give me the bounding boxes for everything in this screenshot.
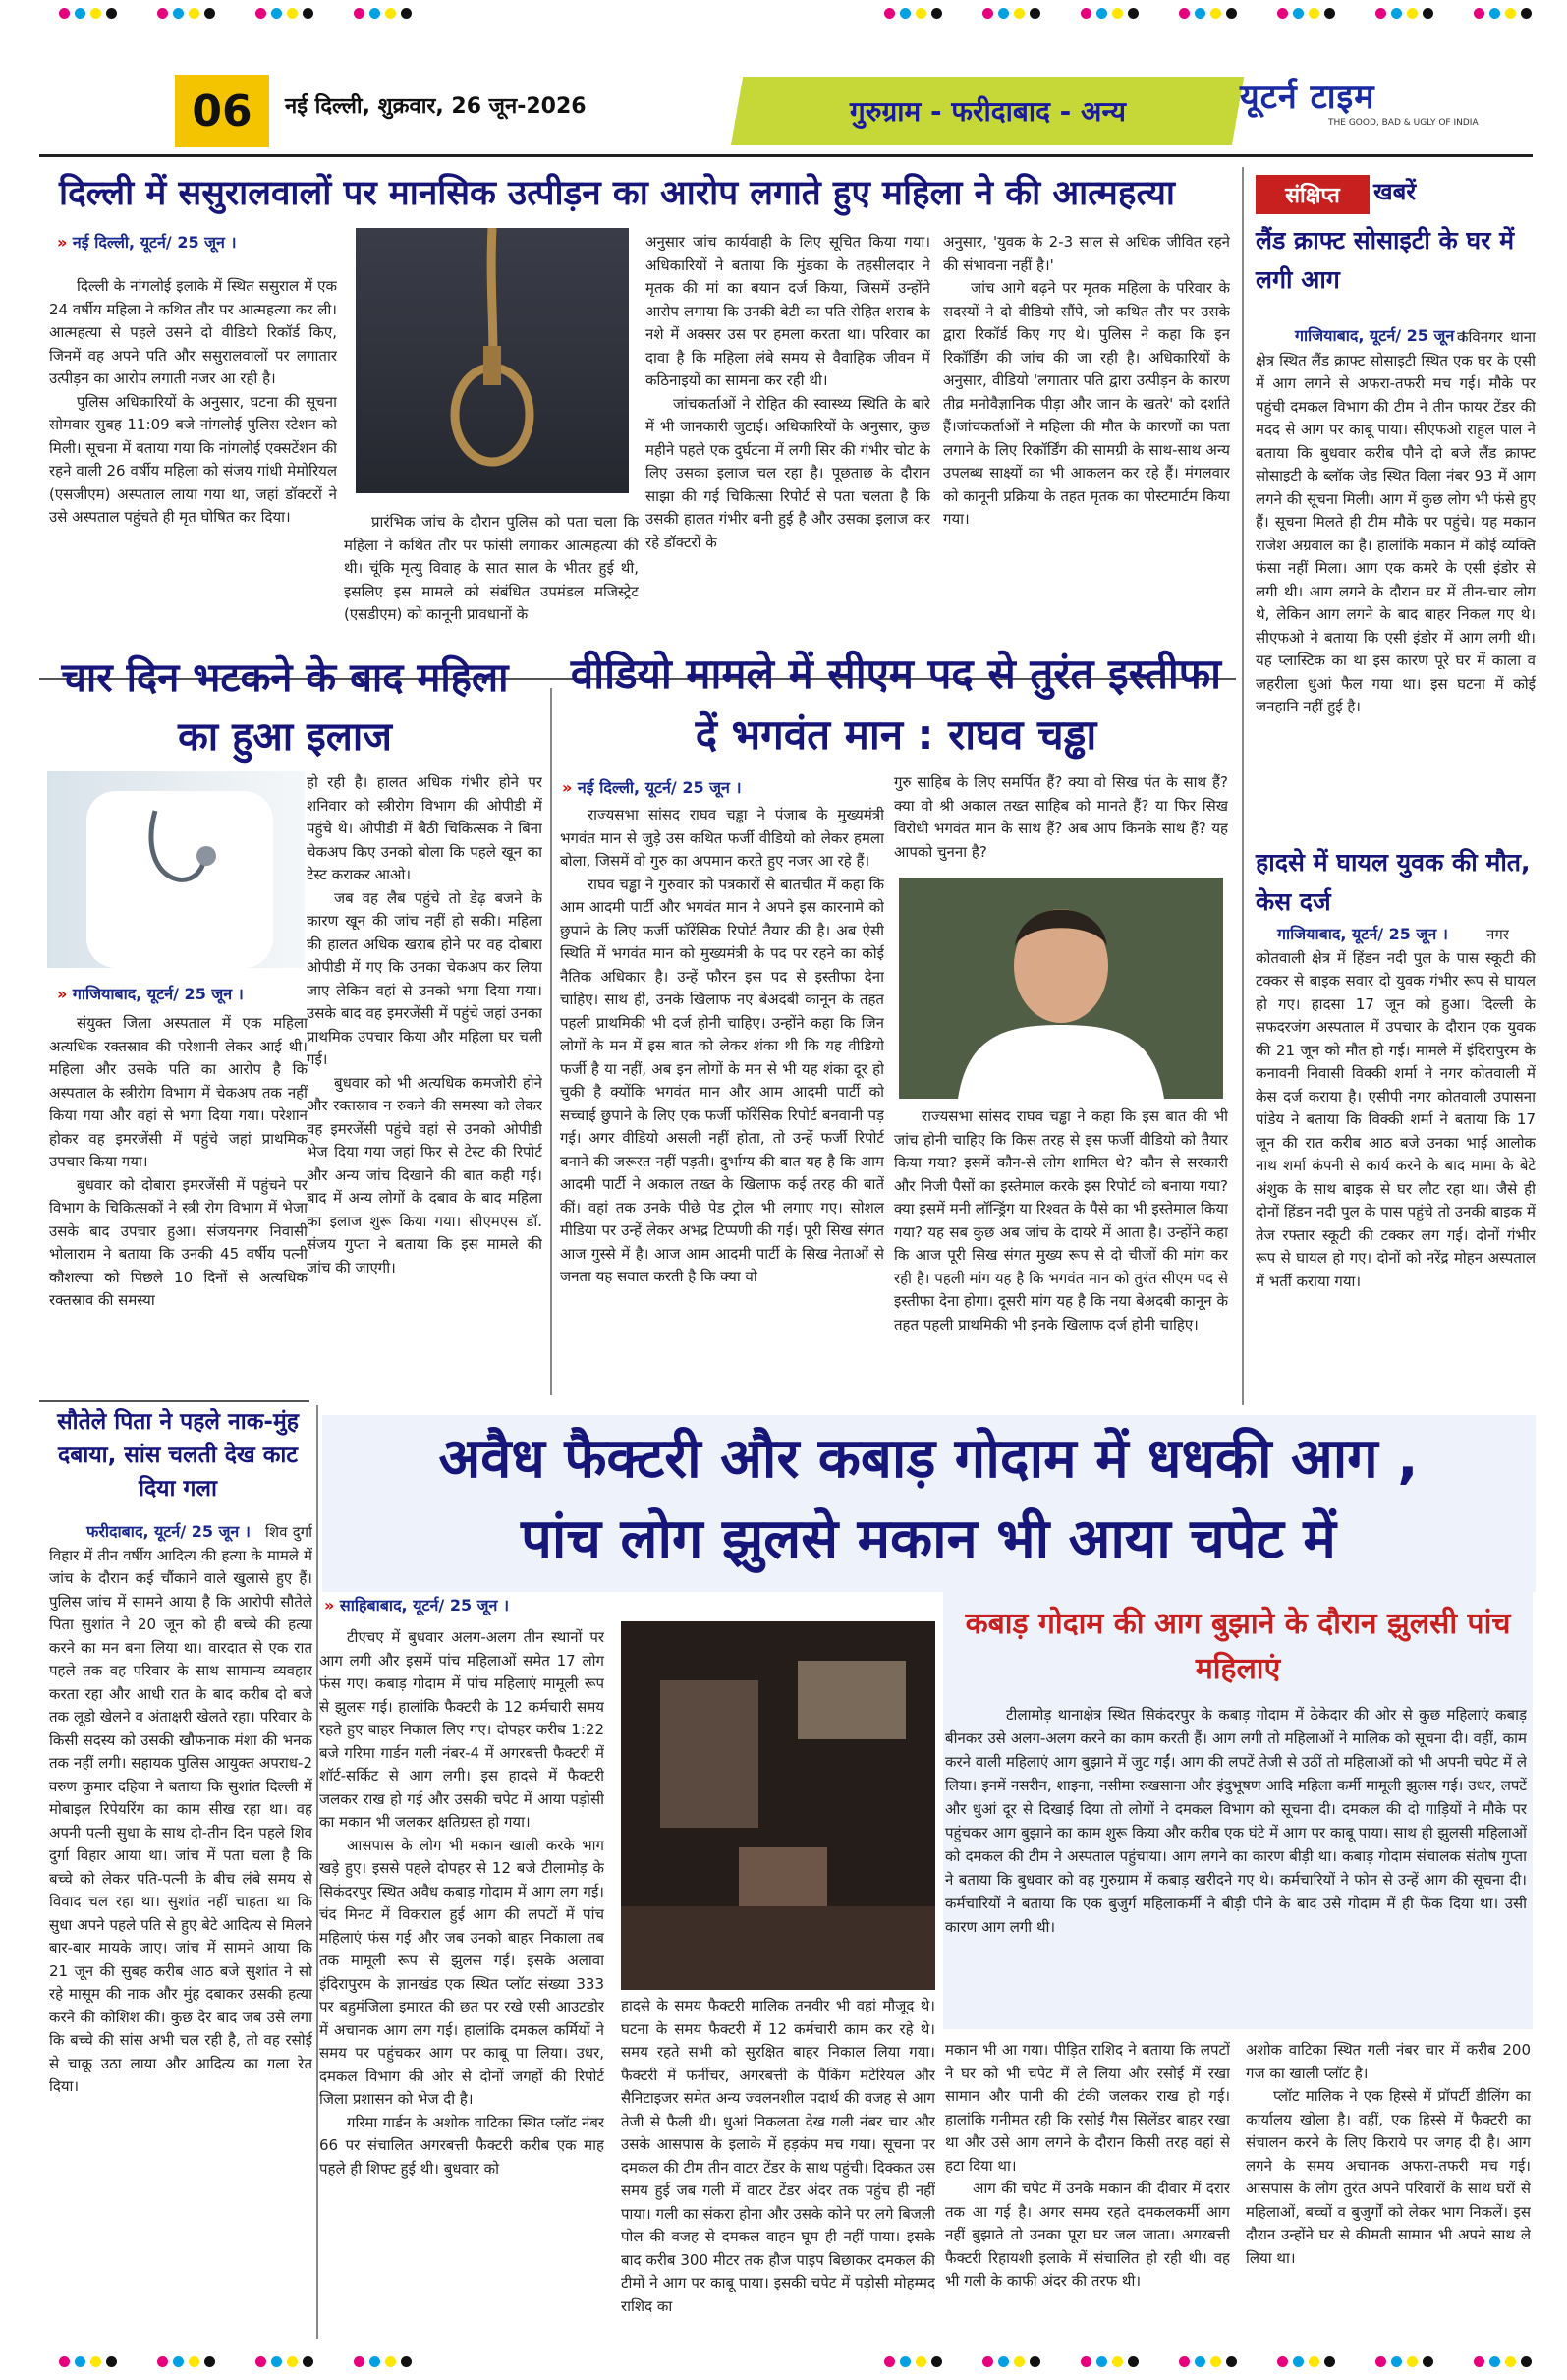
registration-dot	[1112, 8, 1123, 19]
story3-byline: » नई दिल्ली, यूटर्न/ 25 जून ।	[562, 778, 742, 797]
registration-dot	[189, 2356, 199, 2367]
story2-col1-para: बुधवार को दोबारा इमरजेंसी में पहुंचने पर विभाग के चिकित्सकों ने स्त्री रोग विभाग में भेजा उसके बाद उपचार हुआ। संजयनगर निवासी भोलाराम ने बताया कि उनकी 45 वर्षीय पत्नी कौशल्या को पिछले 10 दिनों से अत्यधिक रक्तस्राव की समस्या	[49, 1175, 308, 1309]
registration-dot	[1014, 8, 1025, 19]
story5-col2-para: हादसे के समय फैक्टरी मालिक तनवीर भी वहां मौजूद थे। घटना के समय फैक्टरी में 12 कर्मचारी काम कर रहे थे। समय रहते सभी को सुरक्षित बाहर निकाल लिया गया। फैक्टरी में फर्नीचर, अगरबत्ती के पैकिंग मटेरियल और सैनिटाइजर समेत अन्य ज्वलनशील पदार्थ की वजह से आग तेजी से फैली थी। धुआं निकलता देख गली नंबर चार और उसके आसपास के इलाके में हड़कंप मच गया। सूचना पर दमकल की टीम तीन वाटर टेंडर के साथ पहुंची। दिक्कत उस समय हुई जब गली में वाटर टेंडर अंदर तक पहुंच ही नहीं पाया। गली का संकरा होना और उसके कोने पर लगे बिजली पोल की वजह से दमकल वाहन घूम ही नहीं पाया। इसके बाद करीब 300 मीटर तक हौज पाइप बिछाकर दमकल की टीमों ने आग पर काबू पाया। इसकी चपेट में पड़ोसी मोहम्मद राशिद का	[621, 1997, 935, 2315]
story5-box-headline: कबाड़ गोदाम की आग बुझाने के दौरान झुलसी पांच महिलाएं	[965, 1607, 1511, 1686]
story2-col2-para: हो रही है। हालत अधिक गंभीर होने पर शनिवार को स्त्रीरोग विभाग की ओपीडी में पहुंचे थे। ओपीडी में बैठी चिकित्सक ने बिना चेकअप किए उनको बोला कि पहले खून का टेस्ट कराकर आओ।	[307, 773, 542, 883]
noose-photo	[356, 228, 629, 493]
story2-column-1	[49, 1012, 308, 1390]
story4-para: शिव दुर्गा विहार में तीन वर्षीय आदित्य की हत्या के मामले में जांच के दौरान कई चौंकाने वाले खुलासे हुए हैं। पुलिस जांच में सामने आया है कि आरोपी सौतेले पिता सुशांत ने 20 जून को ही बच्चे की हत्या करने का मन बना लिया था। वारदात से एक रात पहले तक वह परिवार के साथ सामान्य व्यवहार करता रहा और आधी रात के बाद करीब दो बजे तक लूडो खेलने व अंताक्षरी खेलते रहा। परिवार के किसी सदस्य को उसकी खौफनाक मंशा की भनक तक नहीं लगी। सहायक पुलिस आयुक्त अपराध-2 वरुण कुमार दहिया ने बताया कि सुशांत दिल्ली में मोबाइल रिपेयरिंग का काम सीख रहा था। वह अपनी पत्नी सुधा के साथ दो-तीन दिन पहले शिव दुर्गा विहार आया था। जांच में पता चला है कि बच्चे को लेकर पति-पत्नी के बीच लंबे समय से विवाद चल रहा था। सुशांत नहीं चाहता था कि सुधा अपने पहले पति से हुए बेटे आदित्य से मिलने बार-बार मायके जाए। जांच में सामने आया कि 21 जून की सुबह करीब आठ बजे सुशांत ने सो रहे मासूम की नाक और मुंह दबाकर उसकी हत्या करने की कोशिश की। कुछ देर बाद जब उसे लगा कि बच्चे की सांस अभी चल रही है, तो वह रसोई से चाकू उठा लाया और आदित्य का गला रेत दिया।	[49, 1523, 312, 2095]
registration-dot	[1474, 2356, 1484, 2367]
registration-dot	[106, 8, 117, 19]
registration-dot	[1293, 2356, 1304, 2367]
registration-dot	[1521, 2356, 1532, 2367]
story4-text	[49, 1521, 312, 2347]
registration-dot	[1081, 2356, 1091, 2367]
registration-dot	[255, 8, 266, 19]
story5-col3-para: मकान भी आ गया। पीड़ित राशिद ने बताया कि लपटों ने घर को भी चपेट में ले लिया और रसोई में रखा सामान और पानी की टंकी जलकर राख हो गई। हालांकि गनीमत रही कि रसोई गैस सिलेंडर बाहर रखा था और उसे आग लगने के दौरान किसी तरह वहां से हटा दिया था।	[945, 2041, 1230, 2175]
story1-col1-para: पुलिस अधिकारियों के अनुसार, घटना की सूचना सोमवार सुबह 11:09 बजे नांगलोई पुलिस स्टेशन को मिली। सूचना में बताया गया कि नांगलोई एक्सटेंशन की रहने वाली 26 वर्षीय महिला को संजय गांधी मेमोरियल (एसजीएम) अस्पताल लाया गया था, जहां डॉक्टरों ने उसे अस्पताल पहुंचते ही मृत घोषित कर दिया।	[49, 392, 337, 526]
registration-dot	[900, 8, 911, 19]
brief2-text	[1256, 924, 1536, 1390]
registration-dot	[1309, 8, 1319, 19]
story1-col4-para: जांच आगे बढ़ने पर मृतक महिला के परिवार के सदस्यों ने दो वीडियो सौंपे, जो कथित तौर पर उसके द्वारा रिकॉर्ड किए गए थे। पुलिस ने कहा कि इन रिकॉर्डिंग की जांच की जा रही है। अधिकारियों के अनुसार, वीडियो 'लगातार पति द्वारा उत्पीड़न के कारण तीव्र मनोवैज्ञानिक पीड़ा और जान के खतरे' को दर्शाते हैं।जांचकर्ताओं ने महिला की मौत के कारणों का पता लगाने के लिए रिकॉर्डिंग की सामग्री के साथ-साथ अन्य उपलब्ध साक्ष्यों का भी आकलन कर रहे हैं। मंगलवार को कानूनी प्रक्रिया के तहत मृतक का पोस्टमार्टम किया गया।	[943, 279, 1230, 528]
dateline: नई दिल्ली, शुक्रवार, 26 जून-2026	[285, 94, 587, 119]
registration-dot	[271, 2356, 282, 2367]
story5-byline: » साहिबाबाद, यूटर्न/ 25 जून ।	[324, 1596, 510, 1615]
burnt-room-illustration	[621, 1621, 935, 1990]
registration-dot	[271, 8, 282, 19]
fire-damage-photo	[621, 1621, 935, 1990]
noose-illustration	[356, 228, 629, 493]
story5-column-2	[621, 1995, 935, 2344]
story3-col2-para: गुरु साहिब के लिए समर्पित हैं? क्या वो सिख पंत के साथ हैं? क्या वो श्री अकाल तख्त साहिब को मानते हैं? या फिर सिख विरोधी भगवंत मान के साथ हैं? अब आप किनके साथ हैं? यह आपको चुनना है?	[894, 773, 1228, 861]
story3-headline: वीडियो मामले में सीएम पद से तुरंत इस्तीफा दें भगवंत मान : राघव चड्ढा	[570, 650, 1222, 759]
registration-dot	[1096, 8, 1107, 19]
registration-dot	[1210, 8, 1221, 19]
story5-column-3	[945, 2039, 1230, 2344]
story4-byline: फरीदाबाद, यूटर्न/ 25 जून ।	[86, 1522, 251, 1541]
story2-col2-para: बुधवार को भी अत्यधिक कमजोरी होने और रक्तस्राव न रुकने की समस्या को लेकर वह इमरजेंसी पहुंचे वहां से उनको ओपीडी भेज दिया गया जहां फिर से टेस्ट की रिपोर्ट और अन्य जांच दिखाने की बात कही गई। बाद में अन्य लोगों के दबाव के बाद महिला का इलाज शुरू किया गया। सीएमएस डॉ. संजय गुप्ता ने बताया कि इस मामले की जांच की जाएगी।	[307, 1073, 542, 1276]
story1-col2-para: प्रारंभिक जांच के दौरान पुलिस को पता चला कि महिला ने कथित तौर पर फांसी लगाकर आत्महत्या की थी। चूंकि मृत्यु विवाह के सात साल के भीतर हुई थी, इसलिए इस मामले को संबंधित उपमंडल मजिस्ट्रेट (एसडीएम) को कानूनी प्रावधानों के	[344, 513, 639, 623]
story5-box-text	[945, 1703, 1527, 2027]
registration-dot	[75, 2356, 85, 2367]
registration-dot	[59, 8, 70, 19]
section-title: गुरुग्राम - फरीदाबाद - अन्य	[849, 95, 1126, 128]
story5-col1-para: टीएचए में बुधवार अलग-अलग तीन स्थानों पर आग लगी और इसमें पांच महिलाओं समेत 17 लोग फंस गए। कबाड़ गोदाम में पांच महिलाएं मामूली रूप से झुलस गई। हालांकि फैक्टरी के 12 कर्मचारी समय रहते हुए बाहर निकाल लिए गए। दोपहर करीब 1:22 बजे गरिमा गार्डन गली नंबर-4 में अगरबत्ती फैक्टरी में शॉर्ट-सर्किट से आग लगी। इस हादसे में फैक्टरी जलकर राख हो गई और उसकी चपेट में आया पड़ोसी का मकान भी जलकर क्षतिग्रस्त हो गया।	[319, 1628, 604, 1831]
story1-col4-para: अनुसार, 'युवक के 2-3 साल से अधिक जीवित रहने की संभावना नहीं है।'	[943, 233, 1230, 274]
registration-dot	[385, 2356, 396, 2367]
doctor-photo	[47, 771, 305, 968]
registration-dot	[1521, 8, 1532, 19]
registration-dot	[106, 2356, 117, 2367]
brief1-headline: लैंड क्राफ्ट सोसाइटी के घर में लगी आग	[1256, 226, 1515, 294]
registration-dot	[401, 2356, 412, 2367]
registration-dot	[1324, 2356, 1335, 2367]
registration-dot	[1128, 2356, 1139, 2367]
story1-col1-para: दिल्ली के नांगलोई इलाके में स्थित ससुराल में एक 24 वर्षीय महिला ने कथित तौर पर आत्महत्या कर ली। आत्महत्या से पहले उसने दो वीडियो रिकॉर्ड किए, जिनमें वह अपने पति और ससुरालवालों पर लगातार उत्पीड़न का आरोप लगाती नजर आ रही है।	[49, 277, 337, 387]
registration-dot	[1309, 2356, 1319, 2367]
story5-box-para: टीलामोड़ थानाक्षेत्र स्थित सिकंदरपुर के कबाड़ गोदाम में ठेकेदार की ओर से कुछ महिलाएं कबाड़ बीनकर उसे अलग-अलग करने का काम करती हैं। आग लगी तो महिलाओं ने मालिक को सूचना दी। वहीं, काम करने वाली महिलाएं आग बुझाने में जुट गईं। आग की लपटें तेजी से उठीं तो महिलाओं को भी अपनी चपेट में ले लिया। इनमें नसरीन, शाइना, नसीमा रुखसाना और इंदुभूषण आदि महिला कर्मी मामूली झुलस गई। उधर, लपटें और धुआं दूर से दिखाई दिया तो लोगों ने दमकल विभाग को सूचना दी। दमकल की दो गाड़ियों ने मौके पर पहुंचकर आग बुझाने का काम शुरू किया और करीब एक घंटे में आग पर काबू पाया। साथ ही झुलसी महिलाओं को दमकल की टीम ने अस्पताल पहुंचाया। आग लगने का कारण बीड़ी था। कबाड़ गोदाम संचालक संतोष गुप्ता ने बताया कि बुधवार को वह गुरुग्राम में कबाड़ खरीदने गए थे। कर्मचारियों ने फोन से उन्हें आग की सूचना दी। कर्मचारियों ने बताया कि एक बुजुर्ग महिलाकर्मी ने बीड़ी पीने के बाद उसे गोदाम में ही फेंक दिया था। उसी कारण आग लगी थी।	[945, 1706, 1527, 1936]
registration-dot	[1179, 8, 1190, 19]
logo-tagline: THE GOOD, BAD & UGLY OF INDIA	[1328, 118, 1479, 128]
story1-headline: दिल्ली में ससुरालवालों पर मानसिक उत्पीड़न का आरोप लगाते हुए महिला ने की आत्महत्या	[59, 174, 1175, 213]
registration-dot	[1391, 8, 1402, 19]
story5-col4-para: प्लॉट मालिक ने एक हिस्से में प्रॉपर्टी डीलिंग का कार्यालय खोला है। वहीं, एक हिस्से में फैक्टरी का संचालन करने के लिए किराये पर जगह दी है। आग लगने के समय अचानक अफरा-तफरी मच गई। आसपास के लोग तुरंत अपने परिवारों के साथ घरों से महिलाओं, बच्चों व बुजुर्गों को लेकर भाग निकलें। इस दौरान उन्होंने घर से कीमती सामान भी अपने साथ ले लिया था।	[1246, 2087, 1531, 2267]
registration-dot	[1489, 2356, 1500, 2367]
registration-dot	[1112, 2356, 1123, 2367]
registration-dot	[998, 2356, 1009, 2367]
story1-byline: » नई दिल्ली, यूटर्न/ 25 जून ।	[57, 233, 237, 252]
registration-dot	[916, 8, 926, 19]
brief2-headline: हादसे में घायल युवक की मौत, केस दर्ज	[1256, 848, 1531, 916]
story3-col1-para: राघव चड्ढा ने गुरुवार को पत्रकारों से बातचीत में कहा कि आम आदमी पार्टी और भगवंत मान ने अपने इस कारनामे को छुपाने के लिए फर्जी फॉरेंसिक रिपोर्ट तैयार की है। अब ऐसी स्थिति में भगवंत मान को मुख्यमंत्री के पद पर रहने का कोई नैतिक अधिकार है। उन्हें फौरन इस पद से इस्तीफा देना चाहिए। साथ ही, उनके खिलाफ नए बेअदबी कानून के तहत पहली प्राथमिकी भी दर्ज होनी चाहिए। उन्होंने कहा कि जिन लोगों के मन में इस बात को लेकर शंका थी कि यह वीडियो फर्जी है या नहीं, अब इन लोगों के मन से भी यह शंका दूर हो चुकी है क्योंकि भगवंत मान और आम आदमी पार्टी को सच्चाई छुपाने के लिए एक फर्जी फॉरेंसिक रिपोर्ट बनवानी पड़ गई। अगर वीडियो असली नहीं होता, तो उन्हें फर्जी रिपोर्ट बनाने की जरूरत नहीं पड़ती। दुर्भाग्य की बात यह है कि आम आदमी पार्टी ने अकाल तख्त के खिलाफ कई तरह की बातें कीं। वहां तक उनके पीछे पेड ट्रोल भी लगाए गए। सोशल मीडिया पर उन्हें लेकर अभद्र टिप्पणी की गई। पूरी सिख संगत आज गुस्से में है। आज आम आदमी पार्टी के सिख नेताओं से जनता यह सवाल करती है कि क्या वो	[560, 875, 884, 1285]
story3-col2-para: राज्यसभा सांसद राघव चड्ढा ने कहा कि इस बात की भी जांच होनी चाहिए कि किस तरह से इस फर्जी वीडियो को तैयार किया गया? इसमें कौन-से लोग शामिल थे? कौन से सरकारी और निजी पैसों का इस्तेमाल करके इस रिपोर्ट को बनाया गया? क्या इसमें मनी लॉन्ड्रिंग या रिश्वत के पैसे का भी इस्तेमाल किया गया? यह सब कुछ अब जांच के दायरे में आता है। उन्होंने कहा कि आज पूरी सिख संगत मुख्य रूप से दो चीजों की मांग कर रही है। पहली मांग यह है कि भगवंत मान को तुरंत सीएम पद से इस्तीफा देना होगा। दूसरी मांग यह है कि नया बेअदबी कानून के तहत पहली प्राथमिकी भी इनके खिलाफ दर्ज होनी चाहिए।	[894, 1107, 1228, 1333]
story5-col1-para: आसपास के लोग भी मकान खाली करके भाग खड़े हुए। इससे पहले दोपहर से 12 बजे टीलामोड़ के सिकंदरपुर स्थित अवैध कबाड़ गोदाम में आग लग गई। चंद मिनट में विकराल हुई आग की लपटों में पांच महिलाएं फंस गई और जब उनको बाहर निकाला तब तक मामूली रूप से झुलस गई। इसके अलावा इंदिरापुरम के ज्ञानखंड एक स्थित प्लॉट संख्या 333 पर बहुमंजिला इमारत की छत पर रखे एसी आउटडोर में अचानक आग लग गई। हालांकि दमकल कर्मियों ने समय पर पहुंचकर आग पर काबू पा लिया। उधर, दमकल विभाग की ओर से दोनों जगहों की रिपोर्ट जिला प्रशासन को भेज दी है।	[319, 1836, 604, 2108]
registration-dot	[354, 8, 364, 19]
masthead-rule	[39, 154, 1533, 157]
registration-dot	[1324, 8, 1335, 19]
story2-col1-para: संयुक्त जिला अस्पताल में एक महिला अत्यधिक रक्तस्राव की परेशानी लेकर आई थी। महिला और उसके पति का आरोप है कि अस्पताल के स्त्रीरोग विभाग में चेकअप तक नहीं किया गया और वहां से भगा दिया गया। परेशान होकर वह इमरजेंसी में पहुंचे जहां प्राथमिक उपचार किया गया।	[49, 1014, 308, 1170]
registration-dot	[401, 8, 412, 19]
brief-news-tag: संक्षिप्त	[1256, 175, 1370, 214]
story3-column-1	[560, 804, 884, 1393]
story3-column-2-bottom	[894, 1105, 1228, 1395]
registration-dot	[916, 2356, 926, 2367]
portrait-illustration	[899, 878, 1223, 1099]
registration-dot	[157, 8, 168, 19]
story5-headline-line2: पांच लोग झुलसे मकान भी आया चपेट में	[521, 1507, 1336, 1571]
registration-dot	[1375, 2356, 1386, 2367]
brief2-para: नगर कोतवाली क्षेत्र में हिंडन नदी पुल के पास स्कूटी की टक्कर से बाइक सवार दो युवक गंभीर रूप से घायल हो गए। हादसा 17 जून को हुआ। दिल्ली के सफदरजंग अस्पताल में उपचार के दौरान एक युवक की 21 जून को मौत हो गई। मामले में इंदिरापुरम के कनावनी निवासी विक्की शर्मा ने नगर कोतवाली में केस दर्ज कराया है। एसीपी नगर कोतवाली उपासना पांडेय ने बताया कि विक्की शर्मा ने बताया कि 17 जून की रात करीब आठ बजे उनका भाई आलोक नाथ शर्मा कंपनी से कार्य करने के बाद मामा के बेटे अंशुक के साथ बाइक से घर लौट रहा था। जैसे ही दोनों हिंडन नदी पुल के पास पहुंचे तो उनकी बाइक में तेज रफ्तार स्कूटी की टक्कर लग गई। दोनों गंभीर रूप से घायल हो गए। दोनों को नरेंद्र मोहन अस्पताल में भर्ती कराया गया।	[1256, 926, 1536, 1290]
registration-dot	[1030, 8, 1040, 19]
print-registration-dots-bottom	[0, 2356, 1567, 2370]
story1-column-4	[943, 231, 1230, 668]
registration-dot	[157, 2356, 168, 2367]
registration-dot	[287, 2356, 298, 2367]
story2-col2-para: जब वह लैब पहुंचे तो डेढ़ बजने के कारण खून की जांच नहीं हो सकी। महिला की हालत अधिक खराब होने पर वह दोबारा ओपीडी में गए कि उनका चेकअप कर लिया जाए लेकिन वहां से उनको भगा दिया गया। उसके बाद वह इमरजेंसी में पहुंचे जहां उनका प्राथमिक उपचार किया और महिला घर चली गई।	[307, 888, 542, 1068]
story1-col3-para: जांचकर्ताओं ने रोहित की स्वास्थ्य स्थिति के बारे में भी जानकारी जुटाई। अधिकारियों के अनुसार, कुछ महीने पहले एक दुर्घटना में लगी सिर की गंभीर चोट के लिए उसका इलाज चल रहा है। पूछताछ के दौरान साझा की गई चिकित्सा रिपोर्ट से पता चलता है कि उसकी हालत गंभीर बनी हुई है और उसका इलाज कर रहे डॉक्टरों के	[645, 394, 930, 551]
story1-column-1	[49, 275, 337, 658]
registration-dot	[1407, 8, 1418, 19]
brief2-byline: गाजियाबाद, यूटर्न/ 25 जून ।	[1277, 925, 1448, 943]
stethoscope-illustration	[47, 771, 305, 968]
registration-dot	[982, 8, 993, 19]
brief1-text	[1256, 326, 1536, 862]
print-registration-dots-top	[0, 8, 1567, 22]
registration-dot	[255, 2356, 266, 2367]
registration-dot	[1226, 8, 1237, 19]
registration-dot	[1128, 8, 1139, 19]
registration-dot	[354, 2356, 364, 2367]
story5-col1-para: गरिमा गार्डन के अशोक वाटिका स्थित प्लॉट नंबर 66 पर संचालित अगरबत्ती फैक्टरी करीब एक माह पहले ही शिफ्ट हुई थी। बुधवार को	[319, 2113, 604, 2178]
story5-col3-para: आग की चपेट में उनके मकान की दीवार में दरार तक आ गई है। अगर समय रहते दमकलकर्मी आग नहीं बुझाते तो उनका पूरा घर जल जाता। अगरबत्ती फैक्टरी रिहायशी इलाके में संचालित हो रही थी। वह भी गली के काफी अंदर की तरफ थी।	[945, 2180, 1230, 2290]
section-band	[731, 77, 1244, 145]
logo-text: यूटर्न टाइम	[1240, 78, 1375, 117]
registration-dot	[385, 8, 396, 19]
registration-dot	[931, 8, 942, 19]
registration-dot	[189, 8, 199, 19]
registration-dot	[90, 2356, 101, 2367]
registration-dot	[1096, 2356, 1107, 2367]
registration-dot	[204, 2356, 215, 2367]
registration-dot	[1423, 8, 1433, 19]
registration-dot	[1505, 2356, 1516, 2367]
registration-dot	[1195, 2356, 1205, 2367]
story5-headline-line1: अवैध फैक्टरी और कबाड़ गोदाम में धधकी आग ,	[438, 1427, 1419, 1491]
registration-dot	[1226, 2356, 1237, 2367]
story2-headline: चार दिन भटकने के बाद महिला का हुआ इलाज	[61, 655, 509, 760]
story5-column-1	[319, 1626, 604, 2344]
registration-dot	[1505, 8, 1516, 19]
registration-dot	[1489, 8, 1500, 19]
mid-rule	[39, 1400, 309, 1402]
politician-photo	[899, 878, 1223, 1099]
story3-col1-para: राज्यसभा सांसद राघव चड्ढा ने पंजाब के मुख्यमंत्री भगवंत मान से जुड़े उस कथित फर्जी वीडियो को लेकर हमला बोला, जिसमें वो गुरु का अपमान करते हुए नजर आ रहे हैं।	[560, 806, 884, 870]
registration-dot	[1375, 8, 1386, 19]
registration-dot	[1293, 8, 1304, 19]
registration-dot	[884, 2356, 895, 2367]
registration-dot	[900, 2356, 911, 2367]
registration-dot	[1474, 8, 1484, 19]
registration-dot	[90, 8, 101, 19]
registration-dot	[1210, 2356, 1221, 2367]
registration-dot	[1195, 8, 1205, 19]
sidebar-divider	[1242, 167, 1244, 1405]
story1-col3-para: अनुसार जांच कार्यवाही के लिए सूचित किया गया। अधिकारियों ने बताया कि मुंडका के तहसीलदार ने मृतक की मां का बयान दर्ज किया, जिसमें उन्होंने आरोप लगाया कि उनकी बेटी का पति रोहित शराब के नशे में अक्सर उस पर हमला करता था। परिवार का दावा है कि महिला लंबे समय से वैवाहिक जीवन में कठिनाइयों का सामना कर रही थी।	[645, 233, 930, 389]
registration-dot	[59, 2356, 70, 2367]
story3-column-2-top	[894, 771, 1228, 870]
story2-byline: » गाजियाबाद, यूटर्न/ 25 जून ।	[57, 985, 244, 1003]
brief-news-tag-right: खबरें	[1373, 178, 1417, 205]
story4-headline: सौतेले पिता ने पहले नाक-मुंह दबाया, सांस चलती देख काट दिया गला	[57, 1409, 299, 1502]
story5-col4-para: अशोक वाटिका स्थित गली नंबर चार में करीब 200 गज का खाली प्लॉट है।	[1246, 2041, 1531, 2082]
story1-column-3	[645, 231, 930, 668]
page-number: 06	[175, 75, 269, 147]
registration-dot	[1081, 8, 1091, 19]
brief1-byline: गाजियाबाद, यूटर्न/ 25 जून ।	[1295, 326, 1466, 345]
registration-dot	[173, 8, 184, 19]
registration-dot	[1391, 2356, 1402, 2367]
registration-dot	[369, 2356, 380, 2367]
story2-divider	[550, 688, 552, 1395]
newspaper-logo	[1240, 73, 1535, 147]
registration-dot	[1423, 2356, 1433, 2367]
registration-dot	[204, 8, 215, 19]
story2-column-2	[307, 771, 542, 1390]
registration-dot	[1277, 2356, 1288, 2367]
registration-dot	[1179, 2356, 1190, 2367]
story5-column-4	[1246, 2039, 1531, 2344]
registration-dot	[303, 8, 313, 19]
registration-dot	[931, 2356, 942, 2367]
registration-dot	[1407, 2356, 1418, 2367]
registration-dot	[884, 8, 895, 19]
registration-dot	[1030, 2356, 1040, 2367]
registration-dot	[982, 2356, 993, 2367]
story4-divider	[316, 1405, 318, 2339]
registration-dot	[75, 8, 85, 19]
registration-dot	[369, 8, 380, 19]
registration-dot	[998, 8, 1009, 19]
registration-dot	[1277, 8, 1288, 19]
registration-dot	[303, 2356, 313, 2367]
brief1-para: कविनगर थाना क्षेत्र स्थित लैंड क्राफ्ट सोसाइटी स्थित एक घर के एसी में आग लगने से अफरा-तफरी मच गई। मौके पर पहुंची दमकल विभाग की टीम ने तीन फायर टेंडर की मदद से आग पर काबू पाया। सीएफओ राहुल पाल ने बताया कि बुधवार करीब पौने दो बजे लैंड क्राफ्ट सोसाइटी के ब्लॉक जेड स्थित विला नंबर 93 में आग लगने की सूचना मिली। आग में कुछ लोग भी फंसे हुए हैं। सूचना मिलते ही टीम मौके पर पहुंचे। यह मकान राजेश अग्रवाल का है। हालांकि मकान में कोई व्यक्ति फंसा नहीं मिला। आग एक कमरे के एसी इंडोर से लगी थी। आग लगने के दौरान घर में तीन-चार लोग थे, लेकिन आग लगने के बाद बाहर निकल गए थे। सीएफओ ने बताया कि एसी इंडोर में आग लगी थी। यह प्लास्टिक का था इस कारण पूरे घर में काला व जहरीला धुआं फैल गया था। इस घटना में कोई जनहानि नहीं हुई है।	[1256, 328, 1536, 715]
registration-dot	[173, 2356, 184, 2367]
registration-dot	[1014, 2356, 1025, 2367]
registration-dot	[287, 8, 298, 19]
